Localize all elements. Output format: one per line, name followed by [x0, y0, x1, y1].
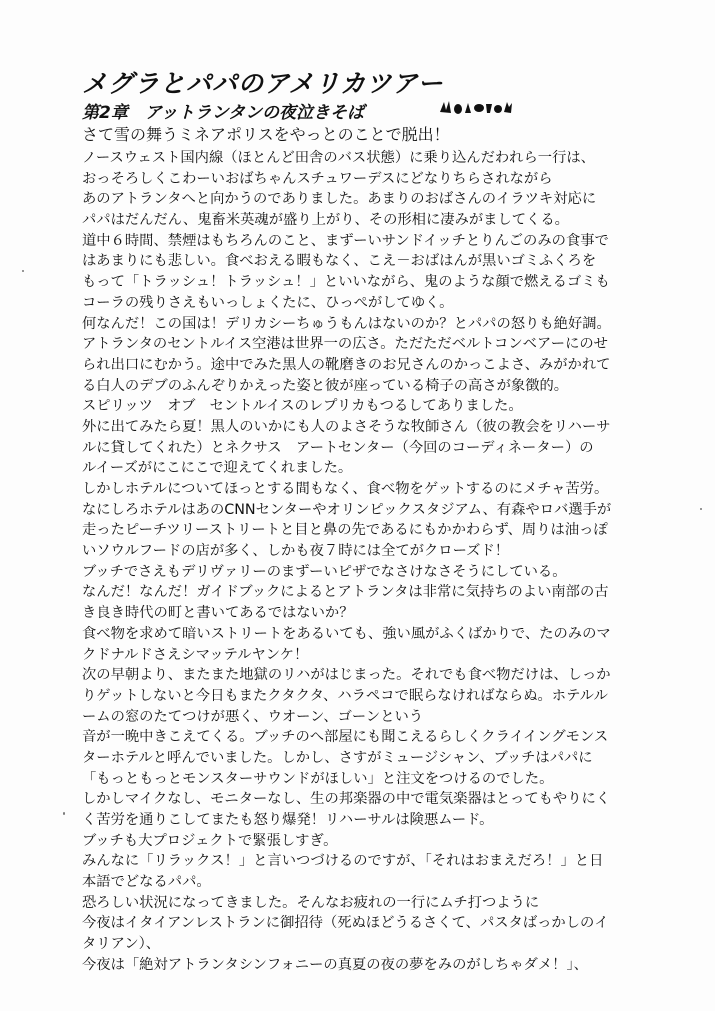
text-line: おっそろしくこわーいおばちゃんスチュワーデスにどなりちらされながら — [82, 170, 553, 187]
hand-drawn-doodle-icon — [438, 98, 514, 118]
text-line: みんなに「リラックス！」と言いつづけるのですが、「それはおまえだろ！」と日 — [82, 853, 604, 870]
text-line: ブッチも大プロジェクトで緊張しすぎ。 — [82, 832, 338, 849]
text-line: はあまりにも悲しい。食べおえる暇もなく、こえ－おばはんが黒いゴミふくろを — [82, 253, 597, 270]
text-line: なにしろホテルはあのCNNセンターやオリンピックスタジアム、有森やロバ選手が — [82, 501, 612, 518]
text-line: もって「トラッシュ！トラッシュ！」といいながら、鬼のような顔で燃えるゴミも — [82, 274, 610, 291]
text-line: ブッチでさえもデリヴァリーのまずーいピザでなさけなさそうにしている。 — [82, 563, 567, 580]
text-line: しかしマイクなし、モニターなし、生の邦楽器の中で電気楽器はとってもやりにく — [82, 791, 611, 808]
text-line: 恐ろしい状況になってきました。そんなお疲れの一行にムチ打つように — [82, 894, 540, 911]
text-line: 今夜は「絶対アトランタシンフォニーの真夏の夜の夢をみのがしちゃダメ！」、 — [82, 956, 588, 973]
text-line: クドナルドさえシマッテルヤンケ！ — [82, 646, 309, 663]
text-line: 外に出てみたら夏！黒人のいかにも人のよさそうな牧師さん（彼の教会をリハーサ — [82, 418, 611, 435]
text-line: パパはだんだん、鬼畜米英魂が盛り上がり、その形相に凄みがましてくる。 — [82, 212, 569, 229]
text-line: 本語でどなるパパ。 — [82, 874, 211, 891]
text-line: 走ったピーチツリーストリートと目と鼻の先であるにもかかわらず、周りは油っぽ — [82, 522, 608, 539]
text-line: き良き時代の町と書いてあるではないか？ — [82, 605, 354, 622]
text-line: る白人のデブのふんぞりかえった姿と彼が座っている椅子の高さが象徴的。 — [82, 377, 569, 394]
text-line: 音が一晩中きこえてくる。ブッチのへ部屋にも聞こえるらしくクライイングモンス — [82, 729, 609, 746]
text-line: 道中６時間、禁煙はもちろんのこと、まずーいサンドイッチとりんごのみの食事で — [82, 232, 609, 249]
text-line: 何なんだ！この国は！デリカシーちゅうもんはないのか？とパパの怒りも絶好調。 — [82, 315, 611, 332]
text-line: ームの窓のたてつけが悪く、ウオーン、ゴーンという — [82, 708, 424, 725]
intro-line: さて雪の舞うミネアポリスをやっとのことで脱出！ — [82, 125, 450, 144]
text-line: 「もっともっとモンスターサウンドがほしい」と注文をつけるのでした。 — [82, 770, 554, 787]
text-line: ルに貸してくれた）とネクサス アートセンター（今回のコーディネーター）の — [82, 439, 594, 456]
text-line: 次の早朝より、またまた地獄のリハがはじまった。それでも食べ物だけは、しっか — [82, 667, 611, 684]
text-line: く苦労を通りこしてまたも怒り爆発！リハーサルは険悪ムード。 — [82, 812, 494, 828]
scan-speck — [63, 812, 65, 815]
text-line: タリアン）、 — [82, 936, 161, 953]
text-line: いソウルフードの店が多く、しかも夜７時には全てがクローズド！ — [82, 543, 510, 560]
chapter-heading: 第2章 アットランタンの夜泣きそば — [82, 103, 364, 123]
text-line: アトランタのセントルイス空港は世界一の広さ。ただただベルトコンベアーにのせ — [82, 336, 608, 353]
text-line: スピリッツ オブ セントルイスのレプリカもつるしてありました。 — [82, 398, 523, 415]
text-line: しかしホテルについてほっとする間もなく、食べ物をゲットするのにメチャ苦労。 — [82, 481, 609, 497]
body-text — [82, 148, 672, 976]
text-line: あのアトランタへと向かうのでありました。あまりのおばさんのイラツキ対応に — [82, 191, 597, 208]
text-line: ルイーズがにこにこで迎えてくれました。 — [82, 460, 353, 477]
scan-speck — [22, 270, 24, 272]
text-line: りゲットしないと今日もまたクタクタ、ハラペコで眠らなければならぬ。ホテルル — [82, 687, 608, 704]
text-line: 今夜はイタイアンレストランに御招待（死ぬほどうるさくて、パスタばっかしのイ — [82, 915, 609, 932]
page-title: メグラとパパのアメリカツアー — [82, 69, 444, 98]
text-line: ターホテルと呼んでいました。しかし、さすがミュージシャン、ブッチはパパに — [82, 749, 593, 766]
text-line: 食べ物を求めて暗いストリートをあるいても、強い風がふくばかりで、たのみのマ — [82, 625, 611, 642]
text-line: なんだ！なんだ！ガイドブックによるとアトランタは非常に気持ちのよい南部の古 — [82, 584, 609, 601]
text-line: られ出口にむかう。途中でみた黒人の靴磨きのお兄さんのかっこよさ、みがかれて — [82, 356, 611, 373]
text-line: ノースウェスト国内線（ほとんど田舎のバス状態）に乗り込んだわれら一行は、 — [82, 150, 595, 166]
text-line: コーラの残りさえもいっしょくたに、ひっぺがしてゆく。 — [82, 294, 454, 311]
scan-speck — [700, 508, 702, 510]
